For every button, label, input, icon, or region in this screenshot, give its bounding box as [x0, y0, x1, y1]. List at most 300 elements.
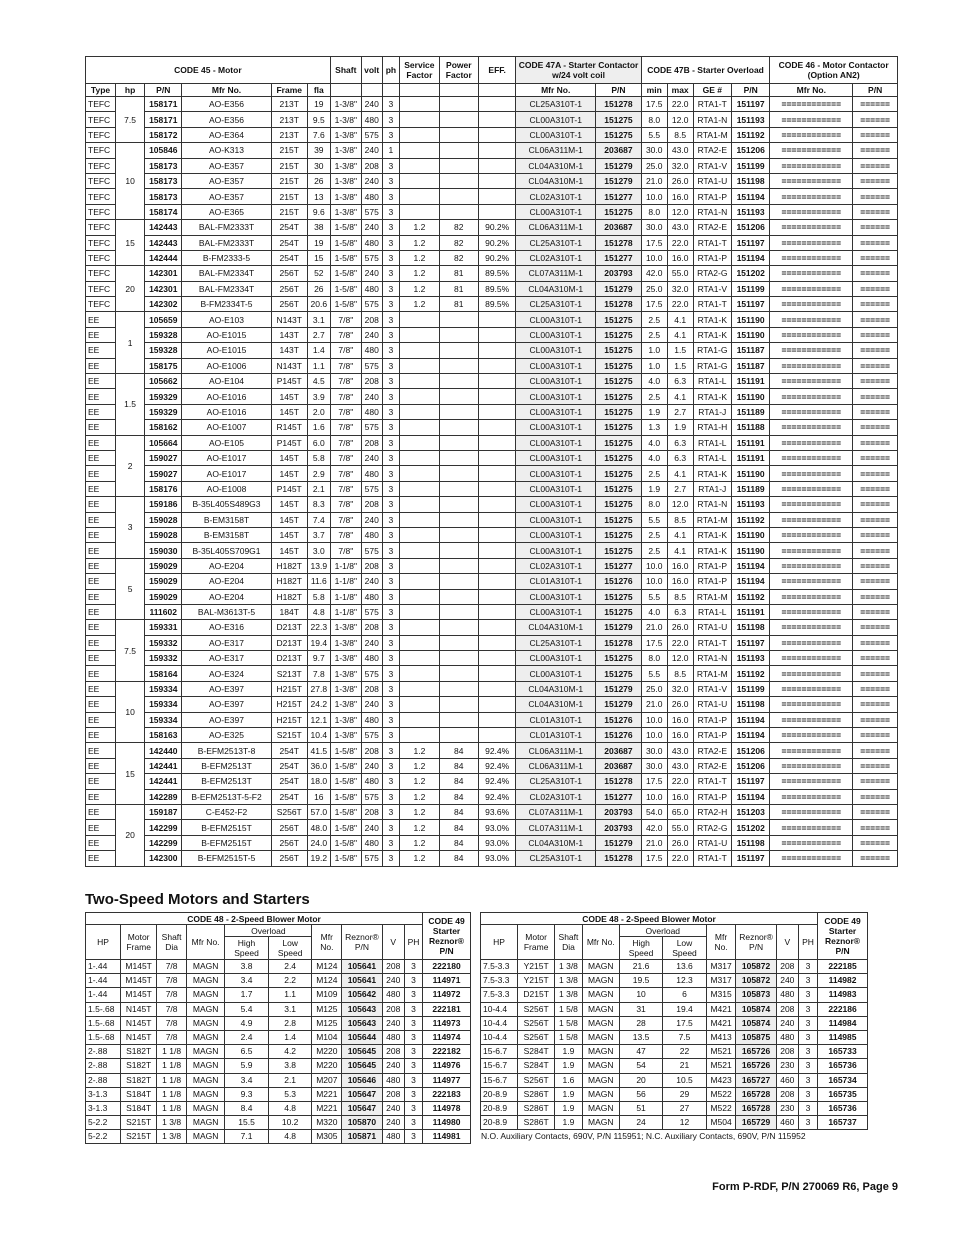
table-cell: 2.5 [641, 466, 667, 481]
table-cell: 151193 [731, 204, 769, 219]
table-cell: 22.0 [667, 851, 693, 866]
table-cell: 151275 [596, 604, 642, 619]
table-cell: M220 [312, 1059, 342, 1073]
table-cell: 142289 [145, 789, 182, 804]
table-cell: 240 [382, 1116, 404, 1130]
table-cell: 7/8" [330, 481, 361, 496]
table-cell: 142300 [145, 851, 182, 866]
table-cell: 254T [271, 743, 307, 758]
table-cell: 39 [307, 143, 330, 158]
table-cell [400, 435, 439, 450]
table-cell: 1.2 [400, 235, 439, 250]
table-cell: 9.7 [307, 651, 330, 666]
table-cell: M305 [312, 1130, 342, 1144]
table-cell: 1 1/8 [157, 1059, 187, 1073]
hp-cell: 7.5 [116, 620, 145, 682]
table-cell: 256T [271, 835, 307, 850]
table-cell: 575 [361, 204, 382, 219]
table-row [86, 651, 898, 666]
table-cell: MAGN [582, 974, 619, 988]
table-cell: 6.3 [667, 604, 693, 619]
table-cell: EE [86, 389, 116, 404]
table-cell: 22.0 [667, 97, 693, 112]
table-cell: 3 [382, 420, 400, 435]
table-cell: 151203 [731, 804, 769, 819]
table-cell: 151278 [596, 851, 642, 866]
table-cell: ====== [853, 712, 898, 727]
table-cell [400, 558, 439, 573]
table-cell: 240 [361, 327, 382, 342]
table-cell: 12.0 [667, 497, 693, 512]
table-cell: 13.9 [307, 558, 330, 573]
table-cell [478, 112, 515, 127]
hp-cell: 15 [116, 220, 145, 266]
table-cell: EE [86, 450, 116, 465]
table-cell: 3 [404, 1002, 422, 1016]
table-row [86, 127, 898, 142]
table-cell: 8.5 [667, 512, 693, 527]
table-cell: CL25A310T-1 [516, 235, 596, 250]
table-cell: 12.1 [307, 712, 330, 727]
table-cell: 151191 [731, 604, 769, 619]
table-cell: 42.0 [641, 266, 667, 281]
table-cell: 208 [361, 620, 382, 635]
table-cell: ============ [770, 589, 853, 604]
blank-subheader [382, 84, 400, 97]
table-cell: M207 [312, 1073, 342, 1087]
table-cell: CL04A310M-1 [516, 835, 596, 850]
table-cell: 3 [382, 358, 400, 373]
table-cell: 151277 [596, 789, 642, 804]
table-cell: 105647 [342, 1101, 382, 1115]
table-cell: 82 [439, 235, 478, 250]
table-cell: 1 1/8 [157, 1101, 187, 1115]
table-cell: 575 [361, 420, 382, 435]
table-cell: CL04A310M-1 [516, 158, 596, 173]
table-cell: CL00A310T-1 [516, 358, 596, 373]
table-cell: ============ [770, 743, 853, 758]
table-cell: RTA1-P [693, 712, 731, 727]
table-cell: 1-3/8" [330, 112, 361, 127]
table-cell: 24.2 [307, 697, 330, 712]
table-cell: 105664 [145, 435, 182, 450]
table-cell: 2-.88 [86, 1045, 121, 1059]
table-cell: ============ [770, 358, 853, 373]
table-cell: 1.9 [555, 1116, 583, 1130]
table-cell: 480 [361, 343, 382, 358]
table-cell: 7/8" [330, 374, 361, 389]
v-header: V [776, 925, 798, 960]
table-cell: 105662 [145, 374, 182, 389]
table-cell: MAGN [186, 1087, 224, 1101]
table-cell: 1.5 [667, 358, 693, 373]
table-cell: 1 5/8 [555, 1030, 583, 1044]
table-cell [478, 527, 515, 542]
table-cell: MAGN [582, 1016, 619, 1030]
table-cell: MAGN [186, 974, 224, 988]
table-cell: 25.0 [641, 681, 667, 696]
table-cell: 92.4% [478, 743, 515, 758]
table-cell: 151275 [596, 512, 642, 527]
table-cell [439, 374, 478, 389]
table-cell: B-EM3158T [182, 512, 271, 527]
table-cell: 143T [271, 327, 307, 342]
table-cell: TEFC [86, 297, 116, 312]
table-cell: 7/8" [330, 543, 361, 558]
table-cell: N145T [121, 1002, 157, 1016]
table-cell: AO-E1008 [182, 481, 271, 496]
table-cell: ====== [853, 681, 898, 696]
table-cell: ====== [853, 820, 898, 835]
table-cell: ====== [853, 697, 898, 712]
table-cell: MAGN [582, 1045, 619, 1059]
shaft-header: Shaft [330, 57, 361, 84]
table-cell: 1-5/8" [330, 758, 361, 773]
table-cell: AO-E204 [182, 558, 271, 573]
table-row [86, 681, 898, 696]
table-cell: 84 [439, 789, 478, 804]
frame-subheader: Frame [271, 84, 307, 97]
ge-subheader: GE # [693, 84, 731, 97]
table-cell: 208 [382, 960, 404, 974]
table-cell: TEFC [86, 204, 116, 219]
table-cell: 159029 [145, 558, 182, 573]
table-cell: M104 [312, 1030, 342, 1044]
table-cell [439, 343, 478, 358]
table-cell: 184T [271, 604, 307, 619]
table-cell: M504 [706, 1116, 736, 1130]
table-cell [478, 204, 515, 219]
table-cell: 114977 [423, 1073, 471, 1087]
table-cell [439, 173, 478, 188]
table-cell: EE [86, 697, 116, 712]
table-cell: 105875 [736, 1030, 776, 1044]
table-cell: 3 [382, 728, 400, 743]
table-cell: 25.0 [641, 158, 667, 173]
table-cell: ====== [853, 789, 898, 804]
table-cell: 575 [361, 851, 382, 866]
table-cell: CL00A310T-1 [516, 450, 596, 465]
table-cell: 159030 [145, 543, 182, 558]
table-cell: 1-5/8" [330, 820, 361, 835]
table-cell: 254T [271, 250, 307, 265]
table-cell: 240 [776, 1016, 798, 1030]
table-cell [439, 697, 478, 712]
table-cell: 3 [382, 543, 400, 558]
reznor-pn-header: Reznor® P/N [342, 925, 382, 960]
table-cell: 151279 [596, 281, 642, 296]
table-cell: EE [86, 358, 116, 373]
table-row [86, 574, 898, 589]
table-cell: ============ [770, 343, 853, 358]
table-row [86, 960, 471, 974]
table-cell [478, 374, 515, 389]
table-cell: 1-3/8" [330, 620, 361, 635]
table-cell: ====== [853, 620, 898, 635]
table-cell: N143T [271, 312, 307, 327]
table-cell [478, 158, 515, 173]
table-cell: 89.5% [478, 297, 515, 312]
table-cell: 159334 [145, 697, 182, 712]
table-cell: 3 [382, 189, 400, 204]
table-cell: ============ [770, 158, 853, 173]
table-cell: 230 [776, 1059, 798, 1073]
table-cell [400, 127, 439, 142]
table-cell: 105643 [342, 1016, 382, 1030]
table-cell: ============ [770, 250, 853, 265]
table-cell: 3 [798, 974, 817, 988]
table-cell: 151194 [731, 574, 769, 589]
table-cell: 158173 [145, 189, 182, 204]
table-cell: M125 [312, 1002, 342, 1016]
table-cell: 575 [361, 728, 382, 743]
table-row [481, 1002, 868, 1016]
table-cell: 3 [382, 466, 400, 481]
table-cell: 165735 [818, 1087, 868, 1101]
table-cell: 16.0 [667, 558, 693, 573]
table-cell: M109 [312, 988, 342, 1002]
table-cell: RTA2-E [693, 143, 731, 158]
table-cell: 1.5-.68 [86, 1016, 121, 1030]
table-cell [400, 97, 439, 112]
table-cell: ====== [853, 558, 898, 573]
volt-header: volt [361, 57, 382, 84]
table-cell: 1.9 [641, 481, 667, 496]
table-cell: AO-E1017 [182, 450, 271, 465]
table-row [86, 988, 471, 1002]
table-cell [478, 651, 515, 666]
mfr-no-header: Mfr No. [186, 925, 224, 960]
hp-subheader: hp [116, 84, 145, 97]
table-cell: 151275 [596, 312, 642, 327]
table-cell [400, 420, 439, 435]
table-cell: ====== [853, 327, 898, 342]
table-cell: 3 [382, 297, 400, 312]
table-cell: CL00A310T-1 [516, 543, 596, 558]
table-cell: 460 [776, 1073, 798, 1087]
table-cell [478, 712, 515, 727]
table-cell: 3 [382, 497, 400, 512]
table-cell: 158171 [145, 97, 182, 112]
table-cell: 240 [361, 574, 382, 589]
table-cell: 30.0 [641, 743, 667, 758]
table-cell: BAL-M3613T-5 [182, 604, 271, 619]
table-cell: 4.0 [641, 604, 667, 619]
table-cell: 3 [382, 173, 400, 188]
table-cell: 165736 [818, 1101, 868, 1115]
table-cell: TEFC [86, 281, 116, 296]
table-row [86, 1016, 471, 1030]
table-cell: RTA1-H [693, 420, 731, 435]
table-cell: 3 [798, 1030, 817, 1044]
code49-header: CODE 49 Starter Reznor® P/N [818, 913, 868, 960]
table-row [86, 851, 898, 866]
table-cell: CL00A310T-1 [516, 589, 596, 604]
table-cell [439, 666, 478, 681]
table-cell: 2.8 [268, 1016, 312, 1030]
table-cell: 151194 [731, 558, 769, 573]
table-cell: 151279 [596, 835, 642, 850]
table-cell: MAGN [186, 1073, 224, 1087]
table-cell [400, 481, 439, 496]
table-cell: 32.0 [667, 158, 693, 173]
table-cell: 1-1/8" [330, 604, 361, 619]
shaft-dia-header: Shaft Dia [555, 925, 583, 960]
table-cell: P145T [271, 374, 307, 389]
table-cell: 151279 [596, 620, 642, 635]
table-cell: Y215T [518, 960, 555, 974]
table-cell: 208 [361, 158, 382, 173]
table-cell: 151194 [731, 189, 769, 204]
table-cell: 151190 [731, 543, 769, 558]
table-cell [478, 620, 515, 635]
table-cell: 222182 [423, 1045, 471, 1059]
table-cell: 159028 [145, 527, 182, 542]
table-cell: 151198 [731, 620, 769, 635]
table-row [86, 297, 898, 312]
table-cell: AO-K313 [182, 143, 271, 158]
table-cell: 90.2% [478, 235, 515, 250]
table-cell: 1.1 [307, 358, 330, 373]
table-cell: S215T [121, 1116, 157, 1130]
table-cell: RTA1-P [693, 250, 731, 265]
table-row [481, 1045, 868, 1059]
table-cell: 1-.44 [86, 960, 121, 974]
table-cell: 151277 [596, 250, 642, 265]
table-cell: 151189 [731, 481, 769, 496]
table-cell: 92.4% [478, 774, 515, 789]
table-cell: 1-5/8" [330, 235, 361, 250]
table-cell: 151191 [731, 435, 769, 450]
table-cell: 480 [776, 988, 798, 1002]
table-row [86, 312, 898, 327]
table-cell: ============ [770, 789, 853, 804]
table-cell: 5.5 [641, 589, 667, 604]
table-cell: 3 [382, 220, 400, 235]
table-cell: RTA2-E [693, 220, 731, 235]
table-cell: M124 [312, 974, 342, 988]
table-cell: 7/8 [157, 1030, 187, 1044]
table-cell: 7/8" [330, 512, 361, 527]
table-cell: 230 [776, 1101, 798, 1115]
table-cell: EE [86, 512, 116, 527]
table-cell: 19 [307, 97, 330, 112]
table-cell: 142441 [145, 774, 182, 789]
table-cell: 111602 [145, 604, 182, 619]
table-cell: ====== [853, 312, 898, 327]
table-row [86, 158, 898, 173]
table-cell: CL04A310M-1 [516, 620, 596, 635]
table-cell: 254T [271, 789, 307, 804]
table-cell: 151197 [731, 774, 769, 789]
table-row [86, 143, 898, 158]
table-cell: CL02A310T-1 [516, 250, 596, 265]
table-cell: 13.6 [663, 960, 706, 974]
table-cell: 21.0 [641, 620, 667, 635]
table-cell: 3 [404, 1045, 422, 1059]
table-cell: 84 [439, 743, 478, 758]
table-cell: ====== [853, 604, 898, 619]
table-cell: B-EFM2513T-5-F2 [182, 789, 271, 804]
table-cell: ============ [770, 450, 853, 465]
table-cell: 3 [382, 204, 400, 219]
table-cell: S182T [121, 1059, 157, 1073]
pn-subheader: P/N [145, 84, 182, 97]
table-cell: BAL-FM2334T [182, 281, 271, 296]
table-cell: RTA1-P [693, 789, 731, 804]
table-row [86, 189, 898, 204]
table-cell: RTA1-L [693, 604, 731, 619]
table-cell: M317 [706, 960, 736, 974]
table-cell: 93.0% [478, 820, 515, 835]
table-cell: TEFC [86, 235, 116, 250]
table-cell: 3 [382, 666, 400, 681]
table-cell: ============ [770, 835, 853, 850]
table-cell: RTA1-L [693, 435, 731, 450]
table-cell [400, 635, 439, 650]
table-cell: MAGN [186, 1116, 224, 1130]
table-cell: CL00A310T-1 [516, 666, 596, 681]
table-row [481, 960, 868, 974]
table-cell: CL25A310T-1 [516, 97, 596, 112]
table-cell: RTA1-L [693, 374, 731, 389]
table-cell: 3 [382, 712, 400, 727]
table-cell: 240 [361, 173, 382, 188]
table-cell: RTA1-T [693, 635, 731, 650]
table-row [86, 327, 898, 342]
table-cell: 159187 [145, 804, 182, 819]
table-cell: AO-E1016 [182, 389, 271, 404]
table-cell: ====== [853, 420, 898, 435]
overload-header: Overload [619, 925, 706, 937]
table-cell [400, 327, 439, 342]
table-cell: S182T [121, 1073, 157, 1087]
table-cell: 4.1 [667, 327, 693, 342]
eff-header: EFF. [478, 57, 515, 84]
table-cell [439, 204, 478, 219]
two-speed-left-body [86, 960, 471, 1144]
table-cell: 215T [271, 143, 307, 158]
motor-frame-header: Motor Frame [518, 925, 555, 960]
table-cell: 151275 [596, 527, 642, 542]
reznor-pn-header: Reznor® P/N [736, 925, 776, 960]
table-cell: 151191 [731, 374, 769, 389]
table-cell [400, 374, 439, 389]
table-cell: 105641 [342, 960, 382, 974]
ph-header: PH [404, 925, 422, 960]
fla-subheader: fla [307, 84, 330, 97]
table-cell: RTA1-L [693, 450, 731, 465]
table-cell: 2.5 [641, 312, 667, 327]
table-cell: 1.1 [268, 988, 312, 1002]
table-cell: 1-5/8" [330, 220, 361, 235]
table-row [481, 988, 868, 1002]
table-cell: 151275 [596, 358, 642, 373]
table-cell: 27 [663, 1101, 706, 1115]
hp-cell: 1.5 [116, 374, 145, 436]
table-cell [439, 681, 478, 696]
table-cell: 3 [404, 988, 422, 1002]
table-cell: 4.5 [307, 374, 330, 389]
table-cell: AO-E356 [182, 112, 271, 127]
table-cell: CL00A310T-1 [516, 651, 596, 666]
table-cell: 575 [361, 543, 382, 558]
table-cell: 7/8" [330, 327, 361, 342]
table-cell: ====== [853, 481, 898, 496]
table-cell: CL04A310M-1 [516, 173, 596, 188]
table-cell: 222185 [818, 960, 868, 974]
table-cell: 105846 [145, 143, 182, 158]
